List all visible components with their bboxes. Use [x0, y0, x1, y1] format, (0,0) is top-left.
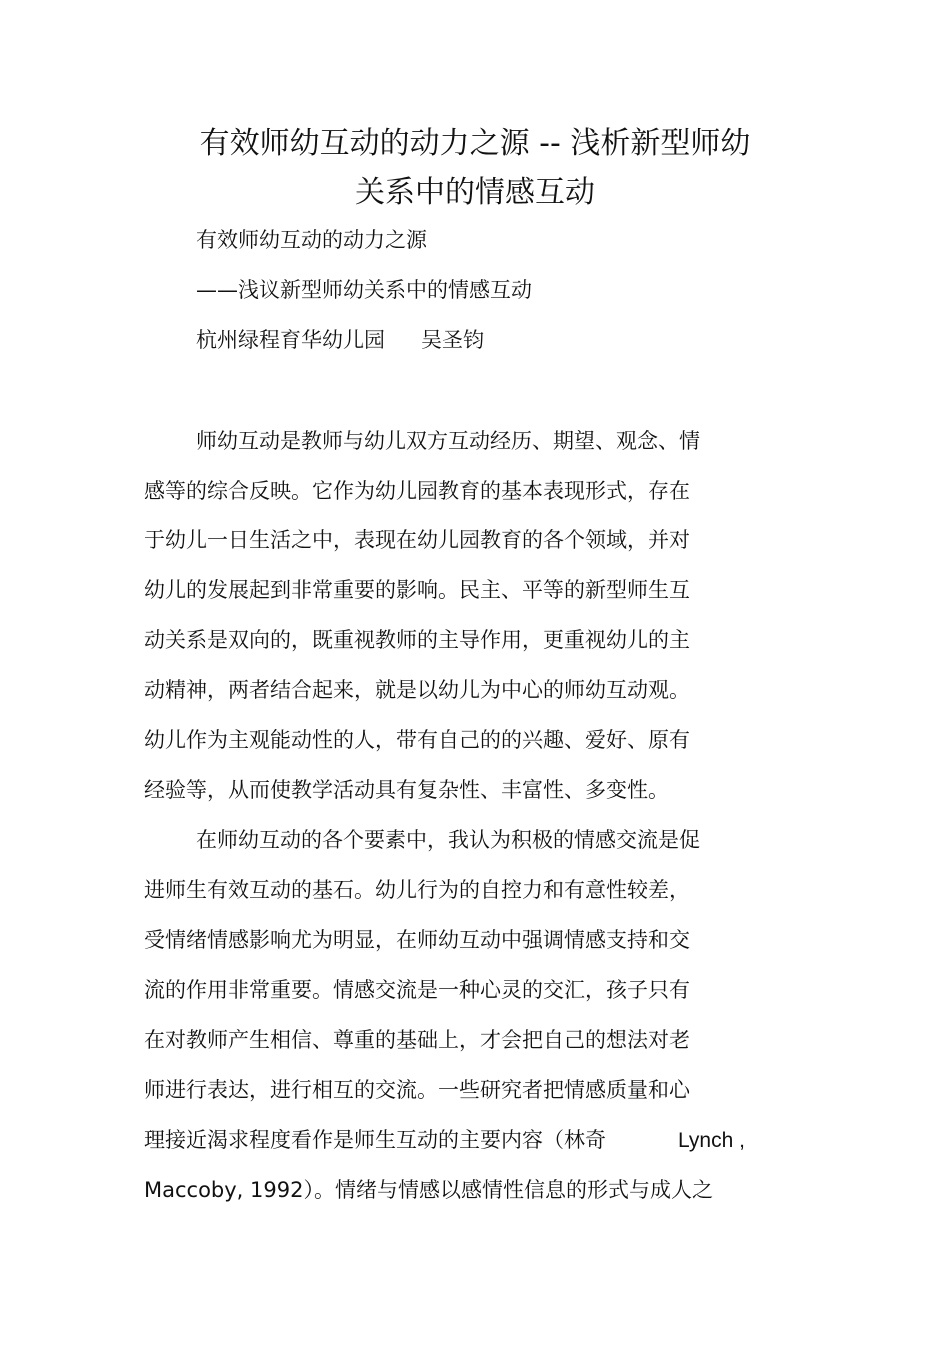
subtitle-secondary: ——浅议新型师幼关系中的情感互动 [196, 278, 532, 302]
paragraph2-line: Maccoby, 1992）。情绪与情感以感情性信息的形式与成人之 [144, 1178, 713, 1202]
affiliation: 杭州绿程育华幼儿园 [196, 328, 385, 352]
subtitle: 有效师幼互动的动力之源 [196, 228, 427, 252]
paragraph2-line: 师进行表达，进行相互的交流。一些研究者把情感质量和心 [144, 1078, 690, 1102]
paragraph2-line7-text: 理接近渴求程度看作是师生互动的主要内容（林奇 [144, 1128, 606, 1152]
paragraph1-line: 动精神，两者结合起来，就是以幼儿为中心的师幼互动观。 [144, 678, 690, 702]
paragraph1-line: 动关系是双向的，既重视教师的主导作用，更重视幼儿的主 [144, 628, 690, 652]
paragraph1-line: 于幼儿一日生活之中，表现在幼儿园教育的各个领域，并对 [144, 528, 690, 552]
paragraph2-line: 在对教师产生相信、尊重的基础上，才会把自己的想法对老 [144, 1028, 690, 1052]
citation-lynch: Lynch , [678, 1129, 745, 1152]
author-name: 吴圣钧 [421, 328, 484, 352]
paragraph1-line: 幼儿作为主观能动性的人，带有自己的的兴趣、爱好、原有 [144, 728, 690, 752]
paragraph1-line: 感等的综合反映。它作为幼儿园教育的基本表现形式，存在 [144, 479, 690, 503]
document-title-line2: 关系中的情感互动 [355, 175, 595, 210]
paragraph1-line: 经验等，从而使教学活动具有复杂性、丰富性、多变性。 [144, 778, 669, 802]
document-title-line1: 有效师幼互动的动力之源 -- 浅析新型师幼 [199, 126, 751, 161]
paragraph1-line: 师幼互动是教师与幼儿双方互动经历、期望、观念、情 [196, 429, 700, 453]
paragraph2-line [144, 1126, 745, 1155]
paragraph2-line: 受情绪情感影响尤为明显，在师幼互动中强调情感支持和交 [144, 928, 690, 952]
paragraph2-line: 进师生有效互动的基石。幼儿行为的自控力和有意性较差， [144, 878, 690, 902]
paragraph1-line: 幼儿的发展起到非常重要的影响。民主、平等的新型师生互 [144, 578, 690, 602]
paragraph2-line: 在师幼互动的各个要素中，我认为积极的情感交流是促 [196, 828, 700, 852]
paragraph2-line: 流的作用非常重要。情感交流是一种心灵的交汇，孩子只有 [144, 978, 690, 1002]
author-line [196, 326, 484, 354]
